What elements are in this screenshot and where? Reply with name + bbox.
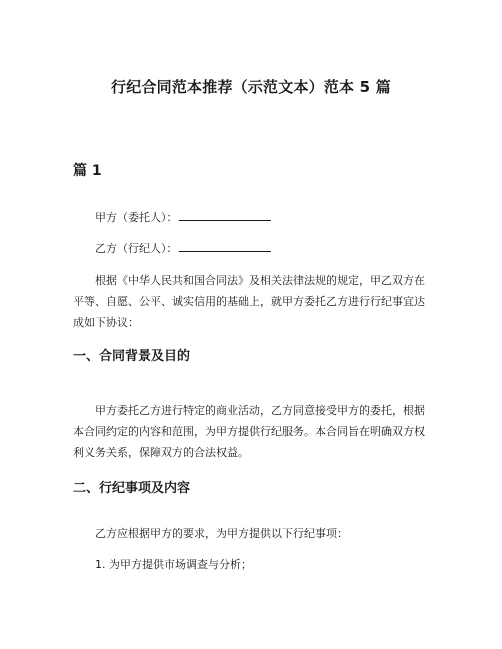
party-b-blank	[179, 240, 271, 252]
section-heading: 篇 1	[73, 163, 102, 179]
party-b-label: 乙方（行纪人）：	[95, 242, 178, 255]
document-title: 行纪合同范本推荐（示范文本）范本 5 篇	[111, 78, 391, 96]
intro-paragraph: 根据《中华人民共和国合同法》及相关法律法规的规定，甲乙双方在平等、自愿、公平、诚实信用的基础上，就甲方委托乙方进行行纪事宜达成如下协议：	[73, 274, 425, 329]
article2-heading: 二、行纪事项及内容	[73, 481, 191, 496]
party-b-line	[95, 240, 271, 257]
party-a-line	[95, 209, 271, 226]
article1-heading: 一、合同背景及目的	[73, 349, 191, 364]
article1-paragraph: 甲方委托乙方进行特定的商业活动，乙方同意接受甲方的委托，根据本合同约定的内容和范围，为甲方提供行纪服务。本合同旨在明确双方权利义务关系，保障双方的合法权益。	[73, 404, 425, 459]
party-a-blank	[179, 209, 271, 221]
list-item: 1. 为甲方提供市场调查与分析；	[95, 558, 252, 571]
party-a-label: 甲方（委托人）：	[95, 211, 178, 224]
article2-intro: 乙方应根据甲方的要求，为甲方提供以下行纪事项：	[95, 527, 348, 540]
